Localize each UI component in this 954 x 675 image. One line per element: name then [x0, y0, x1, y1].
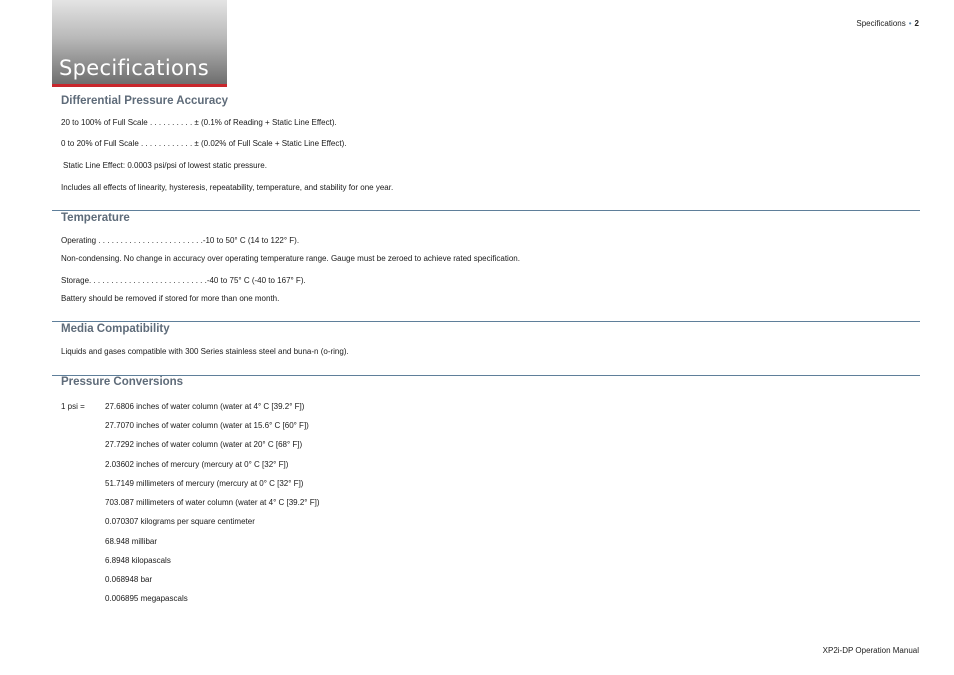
- conversion-item: 51.7149 millimeters of mercury (mercury at 0° C [32° F]): [105, 479, 304, 488]
- accuracy-line: Static Line Effect: 0.0003 psi/psi of lowest static pressure.: [63, 161, 267, 170]
- running-head-label: Specifications: [856, 19, 906, 28]
- section-divider: [52, 210, 920, 211]
- header-tab: [52, 0, 227, 87]
- section-title-conversions: Pressure Conversions: [61, 376, 184, 388]
- accuracy-line: 20 to 100% of Full Scale . . . . . . . . . . ± (0.1% of Reading + Static Line Effect).: [61, 118, 337, 127]
- temperature-line: Operating . . . . . . . . . . . . . . . . . . . . . . . .-10 to 50° C (14 to 122° F).: [61, 236, 300, 245]
- conversion-item: 703.087 millimeters of water column (water at 4° C [39.2° F]): [105, 498, 320, 507]
- temperature-line: Battery should be removed if stored for more than one month.: [61, 294, 280, 303]
- accuracy-line: Includes all effects of linearity, hysteresis, repeatability, temperature, and stability for one year.: [61, 183, 394, 192]
- conversion-item: 2.03602 inches of mercury (mercury at 0° C [32° F]): [105, 460, 289, 469]
- page-title: Specifications: [59, 56, 209, 80]
- conversion-item: 6.8948 kilopascals: [105, 556, 171, 565]
- conversion-item: 27.7070 inches of water column (water at 15.6° C [60° F]): [105, 421, 309, 430]
- accuracy-line: 0 to 20% of Full Scale . . . . . . . . . . . . ± (0.02% of Full Scale + Static Line Effect).: [61, 139, 347, 148]
- conversion-item: 27.7292 inches of water column (water at 20° C [68° F]): [105, 440, 303, 449]
- temperature-line: Non-condensing. No change in accuracy over operating temperature range. Gauge must be zeroed to achieve rated specification.: [61, 254, 520, 263]
- footer-manual-title: XP2i-DP Operation Manual: [822, 646, 919, 655]
- conversion-label: 1 psi =: [61, 402, 85, 411]
- media-line: Liquids and gases compatible with 300 Series stainless steel and buna-n (o-ring).: [61, 347, 349, 356]
- conversion-item: 0.070307 kilograms per square centimeter: [105, 517, 255, 526]
- page-number: 2: [914, 19, 919, 28]
- section-title-accuracy: Differential Pressure Accuracy: [61, 95, 229, 107]
- conversion-item: 27.6806 inches of water column (water at 4° C [39.2° F]): [105, 402, 305, 411]
- section-title-temperature: Temperature: [61, 212, 130, 224]
- section-divider: [52, 321, 920, 322]
- section-title-media: Media Compatibility: [61, 323, 170, 335]
- running-head: [856, 19, 919, 28]
- conversion-item: 0.068948 bar: [105, 575, 153, 584]
- conversion-item: 0.006895 megapascals: [105, 594, 188, 603]
- bullet-icon: •: [908, 19, 912, 28]
- temperature-line: Storage. . . . . . . . . . . . . . . . . . . . . . . . . . .-40 to 75° C (-40 to 167° F).: [61, 276, 306, 285]
- conversion-item: 68.948 millibar: [105, 537, 158, 546]
